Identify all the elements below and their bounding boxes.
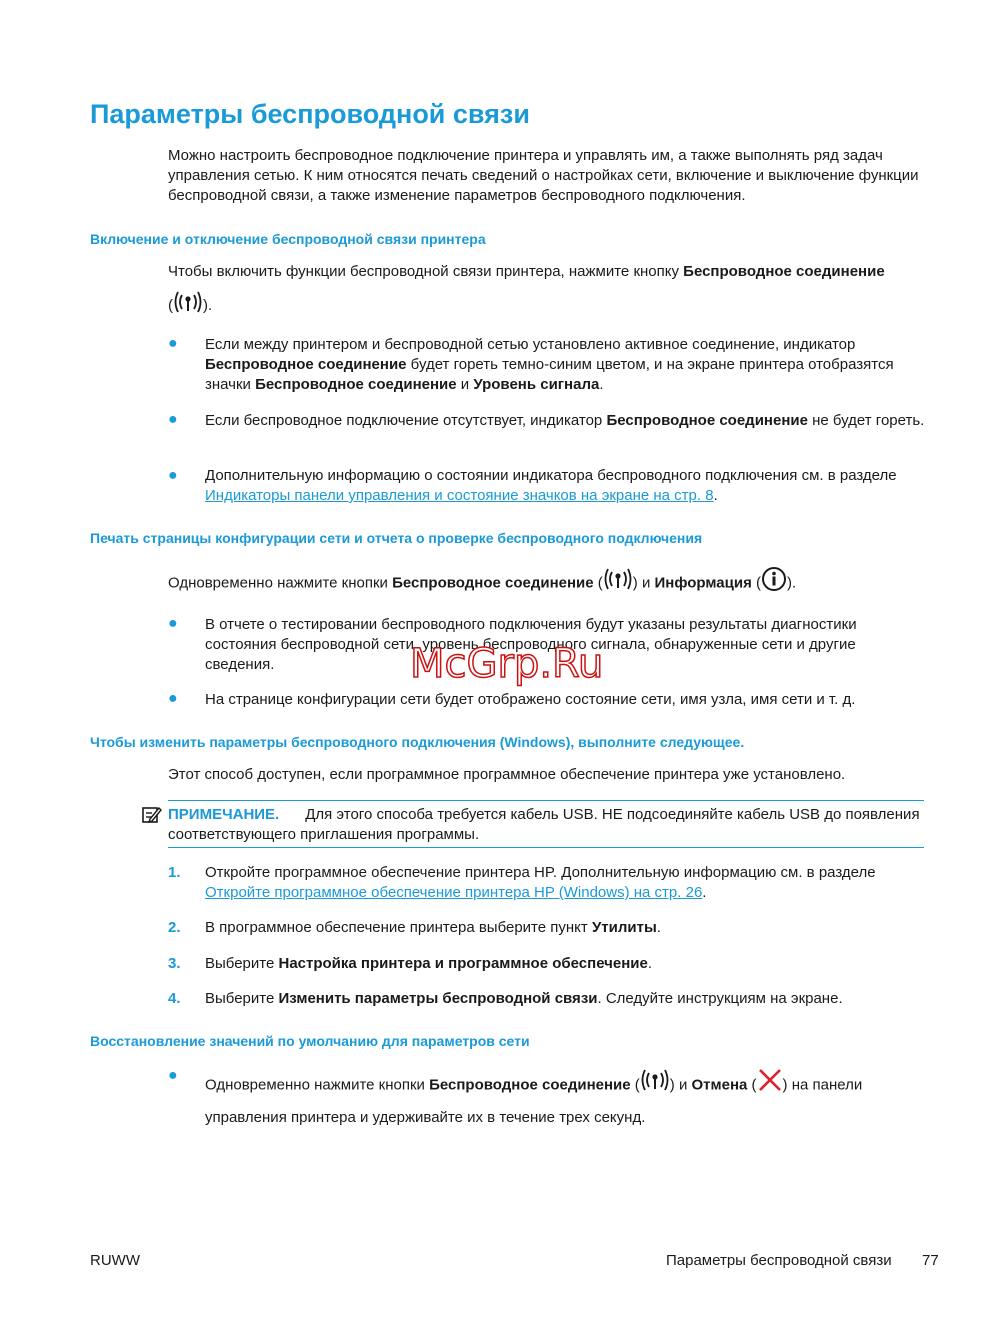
step-number: 1. <box>168 864 181 881</box>
wireless-icon-line <box>168 290 928 322</box>
note-bottom-rule <box>168 847 924 848</box>
step-item <box>205 954 925 974</box>
list-item-text: и <box>456 376 474 393</box>
section-heading-print-config: Печать страницы конфигурации сети и отчета о проверке беспроводного подключения <box>90 530 703 546</box>
wireless-button-label: Беспроводное соединение <box>429 1076 631 1094</box>
step-item <box>205 863 925 903</box>
list-item-text: будет гореть темно-синим цветом, и на экране принтера отобразятся значки <box>205 356 894 393</box>
step-item <box>205 989 925 1009</box>
section-heading-toggle-wireless: Включение и отключение беспроводной связи принтера <box>90 231 486 247</box>
cancel-icon <box>757 1068 783 1103</box>
bold-term: Изменить параметры беспроводной связи <box>278 990 598 1007</box>
bullet-marker: ● <box>168 467 178 484</box>
print-config-instruction <box>168 566 928 601</box>
info-icon <box>761 566 787 601</box>
link-open-hp-software[interactable]: Откройте программное обеспечение принтера HP (Windows) на стр. 26 <box>205 884 703 901</box>
step-text: Откройте программное обеспечение принтера HP. Дополнительную информацию см. в разделе <box>205 864 876 881</box>
list-item <box>205 466 925 506</box>
list-item-text: Если между принтером и беспроводной сетью установлено активное соединение, индикатор <box>205 336 856 353</box>
list-item-text: ) и <box>669 1076 692 1094</box>
paren-close: ). <box>787 574 797 592</box>
page-title: Параметры беспроводной связи <box>90 99 530 129</box>
instruction-text: Одновременно нажмите кнопки <box>168 574 393 592</box>
step-text: Выберите <box>205 955 279 972</box>
list-item-text: Одновременно нажмите кнопки <box>205 1076 430 1094</box>
list-item-text: ) на панели управления принтера и удерживайте их в течение трех секунд. <box>205 1076 863 1126</box>
link-control-panel-indicators[interactable]: Индикаторы панели управления и состояние значков на экране на стр. 8 <box>205 487 714 504</box>
bullet-marker: ● <box>168 615 178 632</box>
wireless-button-label: Беспроводное соединение <box>392 574 594 592</box>
wireless-icon <box>603 567 633 600</box>
list-item-text: . <box>599 376 604 393</box>
list-item-text: не будет гореть. <box>807 412 925 429</box>
list-item-text: Дополнительную информацию о состоянии индикатора беспроводного подключения см. в разделе <box>205 467 897 484</box>
paren-open: ( <box>593 574 603 592</box>
step-number: 4. <box>168 990 181 1007</box>
section-heading-restore-defaults: Восстановление значений по умолчанию для параметров сети <box>90 1033 530 1049</box>
bold-term: Уровень сигнала <box>473 376 600 393</box>
step-number: 3. <box>168 955 181 972</box>
bold-term: Беспроводное соединение <box>606 412 808 429</box>
wireless-button-label: Беспроводное соединение <box>683 263 885 280</box>
toggle-wireless-instruction <box>168 262 928 282</box>
paren-open: ( <box>168 296 173 314</box>
info-button-label: Информация <box>654 574 752 592</box>
list-item-text: Если беспроводное подключение отсутствует, индикатор <box>205 412 607 429</box>
step-text: . <box>656 919 661 936</box>
page-number: 77 <box>922 1252 939 1269</box>
list-item: На странице конфигурации сети будет отображено состояние сети, имя узла, имя сети и т. д. <box>205 691 856 708</box>
step-text: . <box>647 955 653 972</box>
windows-method-lead: Этот способ доступен, если программное программное обеспечение принтера уже установлено. <box>168 766 846 783</box>
note-top-rule <box>168 800 924 801</box>
paren-open: ( <box>747 1076 757 1094</box>
bullet-marker: ● <box>168 411 178 428</box>
step-number: 2. <box>168 919 181 936</box>
bullet-marker: ● <box>168 1067 178 1084</box>
note-block <box>168 805 924 845</box>
section-heading-change-wireless-windows: Чтобы изменить параметры беспроводного подключения (Windows), выполните следующее. <box>90 734 745 750</box>
wireless-icon <box>640 1068 670 1103</box>
note-icon <box>142 806 162 830</box>
list-item <box>205 411 925 431</box>
list-item <box>205 1068 925 1133</box>
note-label: ПРИМЕЧАНИЕ. <box>168 806 280 823</box>
paren-close: ). <box>203 296 213 314</box>
step-text: В программное обеспечение принтера выберите пункт <box>205 919 592 936</box>
bold-term: Утилиты <box>591 919 657 936</box>
bold-term: Настройка принтера и программное обеспечение <box>278 955 648 972</box>
bullet-marker: ● <box>168 690 178 707</box>
cancel-button-label: Отмена <box>691 1076 748 1094</box>
bold-term: Беспроводное соединение <box>255 376 457 393</box>
paren-open: ( <box>751 574 762 592</box>
step-text: . Следуйте инструкциям на экране. <box>597 990 843 1007</box>
watermark: McGrp.Ru <box>410 641 604 687</box>
note-text: Для этого способа требуется кабель USB. НЕ подсоединяйте кабель USB до появления соответствующего приглашения программы. <box>168 806 920 843</box>
list-item-text: . <box>713 487 718 504</box>
step-text: . <box>702 884 707 901</box>
footer-section-title: Параметры беспроводной связи <box>666 1252 892 1269</box>
footer-left: RUWW <box>90 1252 140 1269</box>
instruction-text: Чтобы включить функции беспроводной связи принтера, нажмите кнопку <box>168 263 684 280</box>
step-item <box>205 918 925 938</box>
step-text: Выберите <box>205 990 279 1007</box>
wireless-icon <box>173 290 203 322</box>
paren-open: ( <box>630 1076 640 1094</box>
intro-paragraph: Можно настроить беспроводное подключение принтера и управлять им, а также выполнять ряд задач управления сетью. К ним относятся печать сведений о настройках сети, включение и выключение функции беспроводной связи, а также изменение параметров беспроводного подключения. <box>168 147 919 204</box>
bold-term: Беспроводное соединение <box>205 356 407 373</box>
bullet-marker: ● <box>168 335 178 352</box>
instruction-text: ) и <box>632 574 655 592</box>
list-item <box>205 335 925 395</box>
list-item: В отчете о тестировании беспроводного подключения будут указаны результаты диагностики состояния беспроводной сети, уровень беспроводного сигнала, обнаруженные сети и другие сведения. <box>205 616 857 673</box>
